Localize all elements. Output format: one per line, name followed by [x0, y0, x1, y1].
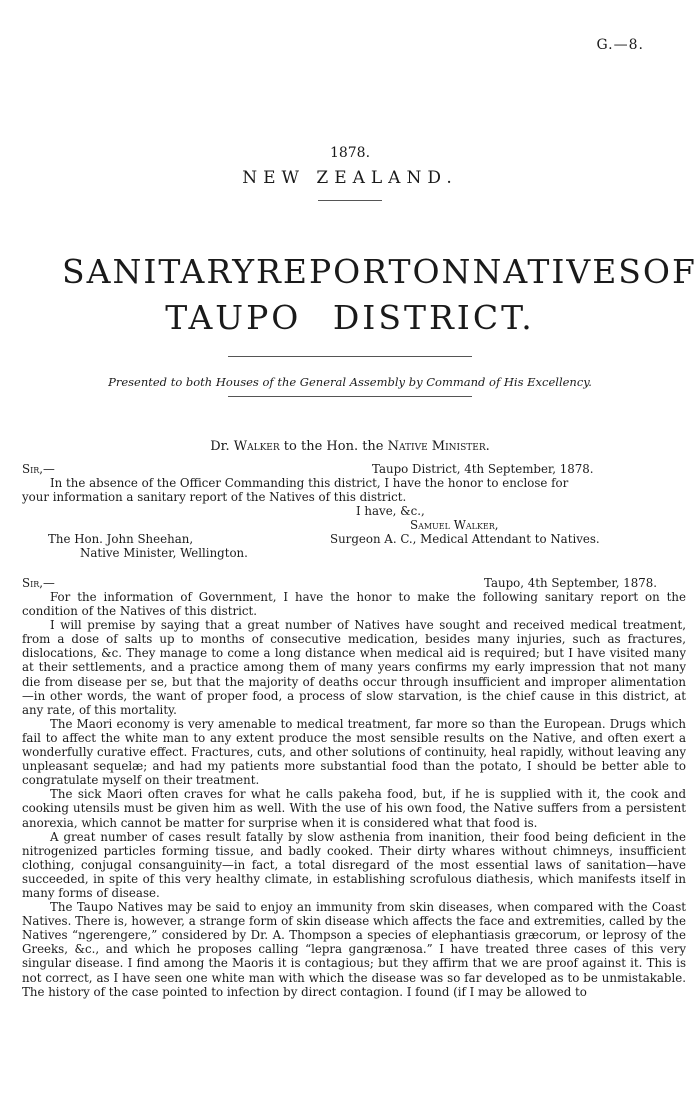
letter-heading: [0, 439, 700, 454]
letter1-place-date: Taupo District, 4th September, 1878.: [372, 462, 594, 476]
presented-note: Presented to both Houses of the General Assembly by Command of His Excellency.: [108, 375, 592, 389]
document-year: 1878.: [329, 145, 371, 161]
title-word: SANITARY: [62, 252, 257, 291]
letter2-place-date: Taupo, 4th September, 1878.: [484, 576, 658, 590]
divider-short: [318, 200, 382, 201]
letter2-salutation: Sir,—: [22, 576, 55, 590]
report-title-line2: TAUPO DISTRICT.: [165, 298, 535, 337]
report-paragraph: The Taupo Natives may be said to enjoy an immunity from skin diseases, when compared with the Coast Natives. There is, however, a strange form of skin disease which affects the face and extremities, called by the Natives “ngerengere,” considered by Dr. A. Thompson a species of elephantiasis græcorum, or leprosy of the Greeks, &c., and which he proposes calling “lepra gangrænosa.” I have treated three cases of this very singular disease. I find among the Maoris it is contagious; but they affirm that we are proof against it. This is not correct, as I have seen one white man with which the disease was so far developed as to be unmistakable. The history of the case pointed to infection by direct contagion. I found (if I may be allowed to: [22, 900, 686, 999]
title-word: ON: [412, 252, 473, 291]
divider-top: [228, 356, 472, 357]
title-word: NATIVES: [472, 252, 643, 291]
report-paragraph: The Maori economy is very amenable to medical treatment, far more so than the European. Drugs which fail to affect the white man to any extent produce the most sensible results on the Native, and often exert a wonderfully curative effect. Fractures, cuts, and other solutions of continuity, heal rapidly, without leaving any unpleasant sequelæ; and had my patients more substantial food than the potato, I should be better able to congratulate myself on their treatment.: [22, 716, 686, 788]
heading-title: Dr.: [210, 439, 230, 454]
letter1-closing: I have, &c.,: [356, 504, 425, 518]
report-paragraph: I will premise by saying that a great number of Natives have sought and received medical treatment, from a dose of salts up to months of consecutive medication, besides many injuries, such as fractures, dislocations, &c. They manage to come a long distance when medical aid is required; but I have visited many at their settlements, and a practice among them of many years confirms my early impression that not many die from disease per se, but that the majority of deaths occur through insufficient and improper alimentation—in other words, the want of proper food, a process of slow starvation, is the chief cause in this district, at any rate, of this mortality.: [22, 618, 686, 717]
title-word: OF: [642, 252, 697, 291]
heading-connector: to the Hon. the: [283, 439, 384, 454]
title-word: REPORT: [256, 252, 413, 291]
letter1-signer-title: Surgeon A. C., Medical Attendant to Natives.: [330, 532, 600, 546]
report-paragraph: For the information of Government, I have the honor to make the following sanitary report on the condition of the Natives of this district.: [22, 590, 686, 619]
heading-recipient: Native Minister.: [387, 439, 490, 454]
letter1-body-line: In the absence of the Officer Commanding this district, I have the honor to enclose for: [50, 476, 569, 490]
letter1-addressee: Native Minister, Wellington.: [80, 546, 248, 560]
divider-bottom: [228, 396, 472, 397]
letter1-addressee: The Hon. John Sheehan,: [48, 532, 194, 546]
report-paragraph: A great number of cases result fatally by slow asthenia from inanition, their food being deficient in the nitrogenized particles forming tissue, and badly cooked. Their dirty whares without chimneys, insufficient clothing, conjugal consanguinity—in fact, a total disregard of the most essential laws of sanitation—have succeeded, in spite of this very healthy climate, in establishing scrofulous diathesis, which manifests itself in many forms of disease.: [22, 829, 686, 900]
letter1-salutation: Sir,—: [22, 462, 55, 476]
letter1-signature: Samuel Walker,: [410, 518, 499, 532]
letter1-body-line: your information a sanitary report of the Natives of this district.: [22, 490, 407, 504]
report-body: [22, 590, 686, 999]
heading-sender: Walker: [233, 439, 280, 454]
report-paragraph: The sick Maori often craves for what he calls pakeha food, but, if he is supplied with it, the cook and cooking utensils must be given him as well. With the use of his own food, the Native suffers from a persistent anorexia, which cannot be matter for surprise when it is considered what that food is.: [22, 787, 686, 830]
report-title-line1: [62, 252, 697, 291]
document-country: NEW ZEALAND.: [242, 168, 458, 188]
page-id: G.—8.: [596, 37, 644, 53]
